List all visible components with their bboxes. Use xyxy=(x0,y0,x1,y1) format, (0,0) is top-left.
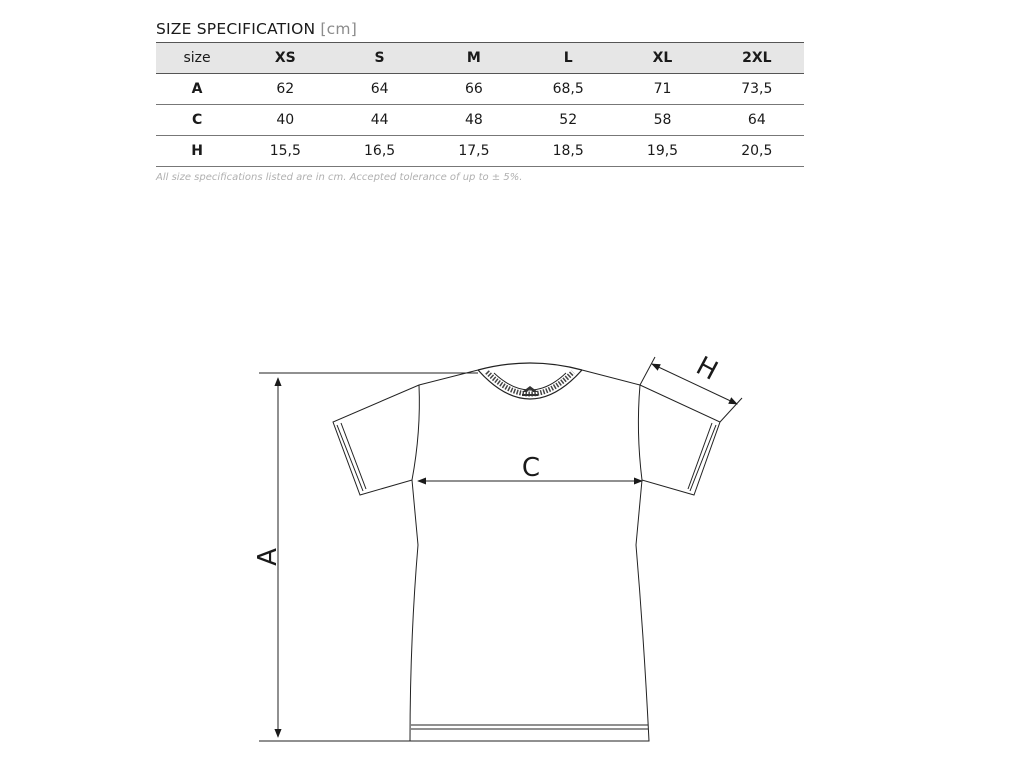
table-cell: 19,5 xyxy=(615,136,709,167)
dimension-c xyxy=(418,453,642,483)
table-cell: 62 xyxy=(238,74,332,105)
table-cell: 16,5 xyxy=(332,136,426,167)
table-cell: 64 xyxy=(332,74,426,105)
brand-logo-icon xyxy=(522,386,538,396)
size-column-header: size xyxy=(156,43,238,74)
row-label: C xyxy=(156,105,238,136)
label-c: C xyxy=(521,453,541,483)
table-cell: 18,5 xyxy=(521,136,615,167)
dimension-h xyxy=(640,351,742,422)
title-unit: [cm] xyxy=(320,20,357,38)
size-header-xl: XL xyxy=(615,43,709,74)
table-cell: 52 xyxy=(521,105,615,136)
title-text: SIZE SPECIFICATION xyxy=(156,20,316,38)
dimension-a xyxy=(253,373,478,741)
size-header-xs: XS xyxy=(238,43,332,74)
tshirt-outline-icon xyxy=(333,363,720,741)
table-cell: 64 xyxy=(710,105,804,136)
table-cell: 66 xyxy=(427,74,521,105)
table-cell: 73,5 xyxy=(710,74,804,105)
size-header-l: L xyxy=(521,43,615,74)
row-label: A xyxy=(156,74,238,105)
table-cell: 48 xyxy=(427,105,521,136)
table-cell: 44 xyxy=(332,105,426,136)
tolerance-note: All size specifications listed are in cm. Accepted tolerance of up to ± 5%. xyxy=(156,172,523,183)
table-cell: 20,5 xyxy=(710,136,804,167)
size-header-m: M xyxy=(427,43,521,74)
table-cell: 58 xyxy=(615,105,709,136)
table-cell: 40 xyxy=(238,105,332,136)
size-header-s: S xyxy=(332,43,426,74)
table-cell: 15,5 xyxy=(238,136,332,167)
label-h: H xyxy=(691,351,723,387)
size-header-2xl: 2XL xyxy=(710,43,804,74)
label-a: A xyxy=(253,548,283,566)
row-label: H xyxy=(156,136,238,167)
table-cell: 17,5 xyxy=(427,136,521,167)
table-cell: 71 xyxy=(615,74,709,105)
table-cell: 68,5 xyxy=(521,74,615,105)
